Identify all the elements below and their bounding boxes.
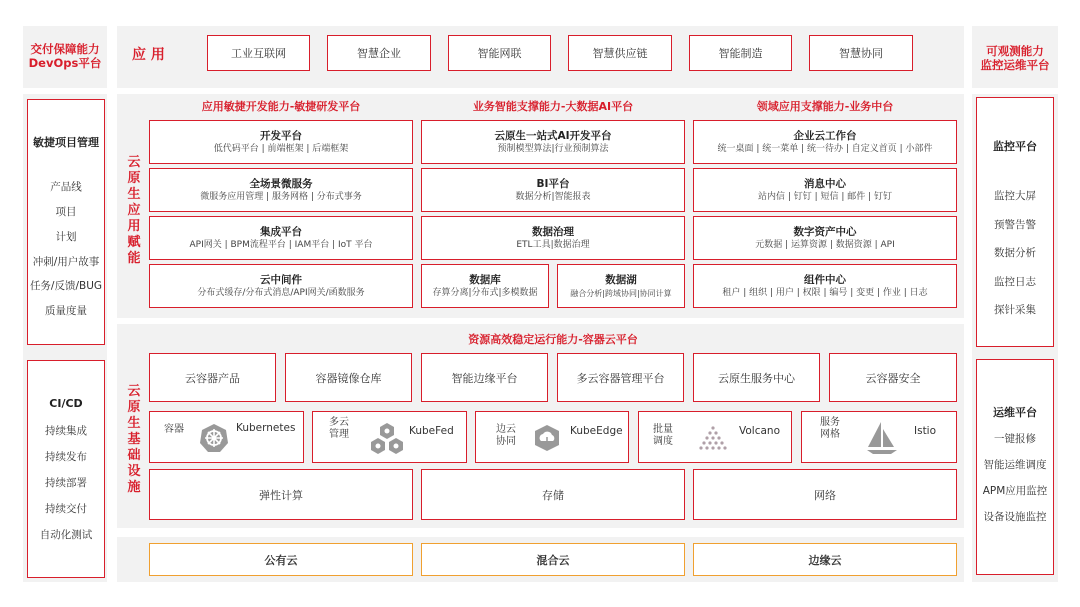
infra-item: 智能边缘平台 [421, 353, 548, 402]
box-sub: 数据分析|智能报表 [515, 191, 591, 202]
tool-box-istio [801, 411, 957, 463]
infra-item: 云容器产品 [149, 353, 276, 402]
infra-base-item: 网络 [693, 469, 957, 520]
tool-name: KubeEdge [570, 425, 623, 437]
box-title: 数据库 [469, 273, 501, 286]
box-title: BI平台 [536, 177, 570, 190]
agile-pm-item: 计划 [55, 231, 77, 243]
box-sub: 存算分离|分布式|多模数据 [432, 287, 538, 298]
agile-pm-item: 任务/反馈/BUG [29, 280, 103, 292]
workbench-box [693, 120, 957, 164]
tool-box-kubernetes [149, 411, 304, 463]
dev-platform-box [149, 120, 413, 164]
cloud-native-app-label: 云原生应用赋能 [127, 155, 141, 266]
infra-item: 容器镜像仓库 [285, 353, 412, 402]
box-sub: ETL工具|数据治理 [516, 239, 590, 250]
ops-item: 一键报修 [994, 433, 1036, 445]
tool-box-kubeedge [475, 411, 629, 463]
section-header-midplatform: 领域应用支撑能力-业务中台 [756, 100, 894, 113]
app-item: 智慧供应链 [568, 35, 672, 71]
agile-pm-title: 敏捷项目管理 [33, 136, 99, 149]
monitor-item: 预警告警 [994, 219, 1036, 231]
kubernetes-icon [198, 422, 230, 454]
kubefed-icon [369, 422, 405, 456]
agile-pm-item: 产品线 [50, 181, 82, 193]
cicd-title: CI/CD [49, 397, 83, 410]
app-item: 智能网联 [448, 35, 551, 71]
section-header-bigdata: 业务智能支撑能力-大数据AI平台 [472, 100, 634, 113]
monitor-title: 监控平台 [993, 140, 1037, 153]
box-title: 集成平台 [260, 225, 302, 238]
cicd-item: 持续交付 [45, 503, 87, 515]
infra-item: 多云容器管理平台 [557, 353, 684, 402]
agile-pm-box [27, 99, 105, 345]
tool-box-kubefed [312, 411, 467, 463]
box-sub: 微服务应用管理 | 服务网格 | 分布式事务 [200, 191, 362, 202]
box-sub: 统一桌面 | 统一菜单 | 统一待办 | 自定义首页 | 小部件 [717, 143, 933, 154]
box-sub: API网关 | BPM流程平台 | IAM平台 | IoT 平台 [189, 239, 373, 250]
component-center-box [693, 264, 957, 308]
cloud-item-edge: 边缘云 [693, 543, 957, 576]
monitor-item: 监控日志 [994, 276, 1036, 288]
left-header: 交付保障能力 DevOps平台 [28, 42, 102, 70]
box-title: 开发平台 [260, 129, 302, 142]
box-sub: 租户 | 组织 | 用户 | 权限 | 编号 | 变更 | 作业 | 日志 [722, 287, 928, 298]
right-header: 可观测能力 监控运维平台 [980, 44, 1050, 72]
app-item: 智慧企业 [327, 35, 431, 71]
ai-platform-box [421, 120, 685, 164]
cloud-item-hybrid: 混合云 [421, 543, 685, 576]
bi-platform-box [421, 168, 685, 212]
database-box [421, 264, 549, 308]
monitor-item: 数据分析 [994, 247, 1036, 259]
app-item: 智慧协同 [809, 35, 913, 71]
cicd-box [27, 360, 105, 578]
monitor-item: 探针采集 [994, 304, 1036, 316]
infra-item: 云原生服务中心 [693, 353, 820, 402]
tool-name: Kubernetes [236, 422, 296, 434]
data-governance-box [421, 216, 685, 260]
box-sub: 元数据 | 运算资源 | 数据资源 | API [755, 239, 895, 250]
box-title: 云原生一站式AI开发平台 [494, 129, 612, 142]
cicd-item: 持续集成 [45, 425, 87, 437]
infra-item: 云容器安全 [829, 353, 957, 402]
tool-label: 边云 协同 [496, 424, 516, 447]
infra-label: 云原生基础设施 [127, 384, 141, 495]
app-item: 工业互联网 [207, 35, 310, 71]
integration-box [149, 216, 413, 260]
tool-label: 容器 [164, 424, 184, 435]
ops-item: APM应用监控 [982, 485, 1048, 497]
agile-pm-item: 项目 [55, 206, 77, 218]
box-title: 企业云工作台 [793, 129, 857, 142]
box-title: 组件中心 [804, 273, 846, 286]
volcano-icon [693, 424, 733, 452]
box-sub: 分布式缓存/分布式消息/API网关/函数服务 [197, 287, 365, 298]
box-title: 云中间件 [260, 273, 302, 286]
microservice-box [149, 168, 413, 212]
agile-pm-item: 冲刺/用户故事 [32, 256, 100, 268]
cloud-item-public: 公有云 [149, 543, 413, 576]
data-lake-box [557, 264, 685, 308]
istio-icon [864, 420, 900, 456]
monitor-box [976, 97, 1054, 347]
monitor-item: 监控大屏 [994, 190, 1036, 202]
message-center-box [693, 168, 957, 212]
box-title: 数据治理 [532, 225, 574, 238]
cicd-item: 自动化测试 [39, 529, 93, 541]
tool-box-volcano [638, 411, 792, 463]
kubeedge-icon [532, 424, 562, 452]
ops-title: 运维平台 [993, 406, 1037, 419]
agile-pm-item: 质量度量 [45, 305, 87, 317]
cicd-item: 持续部署 [45, 477, 87, 489]
tool-label: 多云 管理 [329, 417, 349, 440]
infra-header: 资源高效稳定运行能力-容器云平台 [468, 333, 638, 346]
middleware-box [149, 264, 413, 308]
box-sub: 预制模型算法|行业预制算法 [497, 143, 609, 154]
apps-label: 应 用 [132, 47, 165, 63]
box-title: 数据湖 [605, 273, 637, 286]
tool-name: KubeFed [409, 425, 454, 437]
box-sub: 低代码平台 | 前端框架 | 后端框架 [213, 143, 349, 154]
ops-item: 智能运维调度 [983, 459, 1047, 471]
ops-box [976, 359, 1054, 575]
digital-asset-box [693, 216, 957, 260]
tool-name: Volcano [739, 425, 780, 437]
tool-name: Istio [914, 425, 937, 437]
ops-item: 设备设施监控 [983, 511, 1047, 523]
app-item: 智能制造 [689, 35, 792, 71]
box-sub: 融合分析|跨域协同|协同计算 [570, 288, 672, 298]
infra-base-item: 弹性计算 [149, 469, 413, 520]
box-title: 全场景微服务 [249, 177, 313, 190]
box-title: 数字资产中心 [793, 225, 857, 238]
box-sub: 站内信 | 钉钉 | 短信 | 邮件 | 钉钉 [757, 191, 893, 202]
cicd-item: 持续发布 [45, 451, 87, 463]
section-header-agile: 应用敏捷开发能力-敏捷研发平台 [201, 100, 361, 113]
infra-base-item: 存储 [421, 469, 685, 520]
box-title: 消息中心 [804, 177, 846, 190]
tool-label: 批量 调度 [653, 424, 673, 447]
tool-label: 服务 网格 [820, 417, 840, 440]
